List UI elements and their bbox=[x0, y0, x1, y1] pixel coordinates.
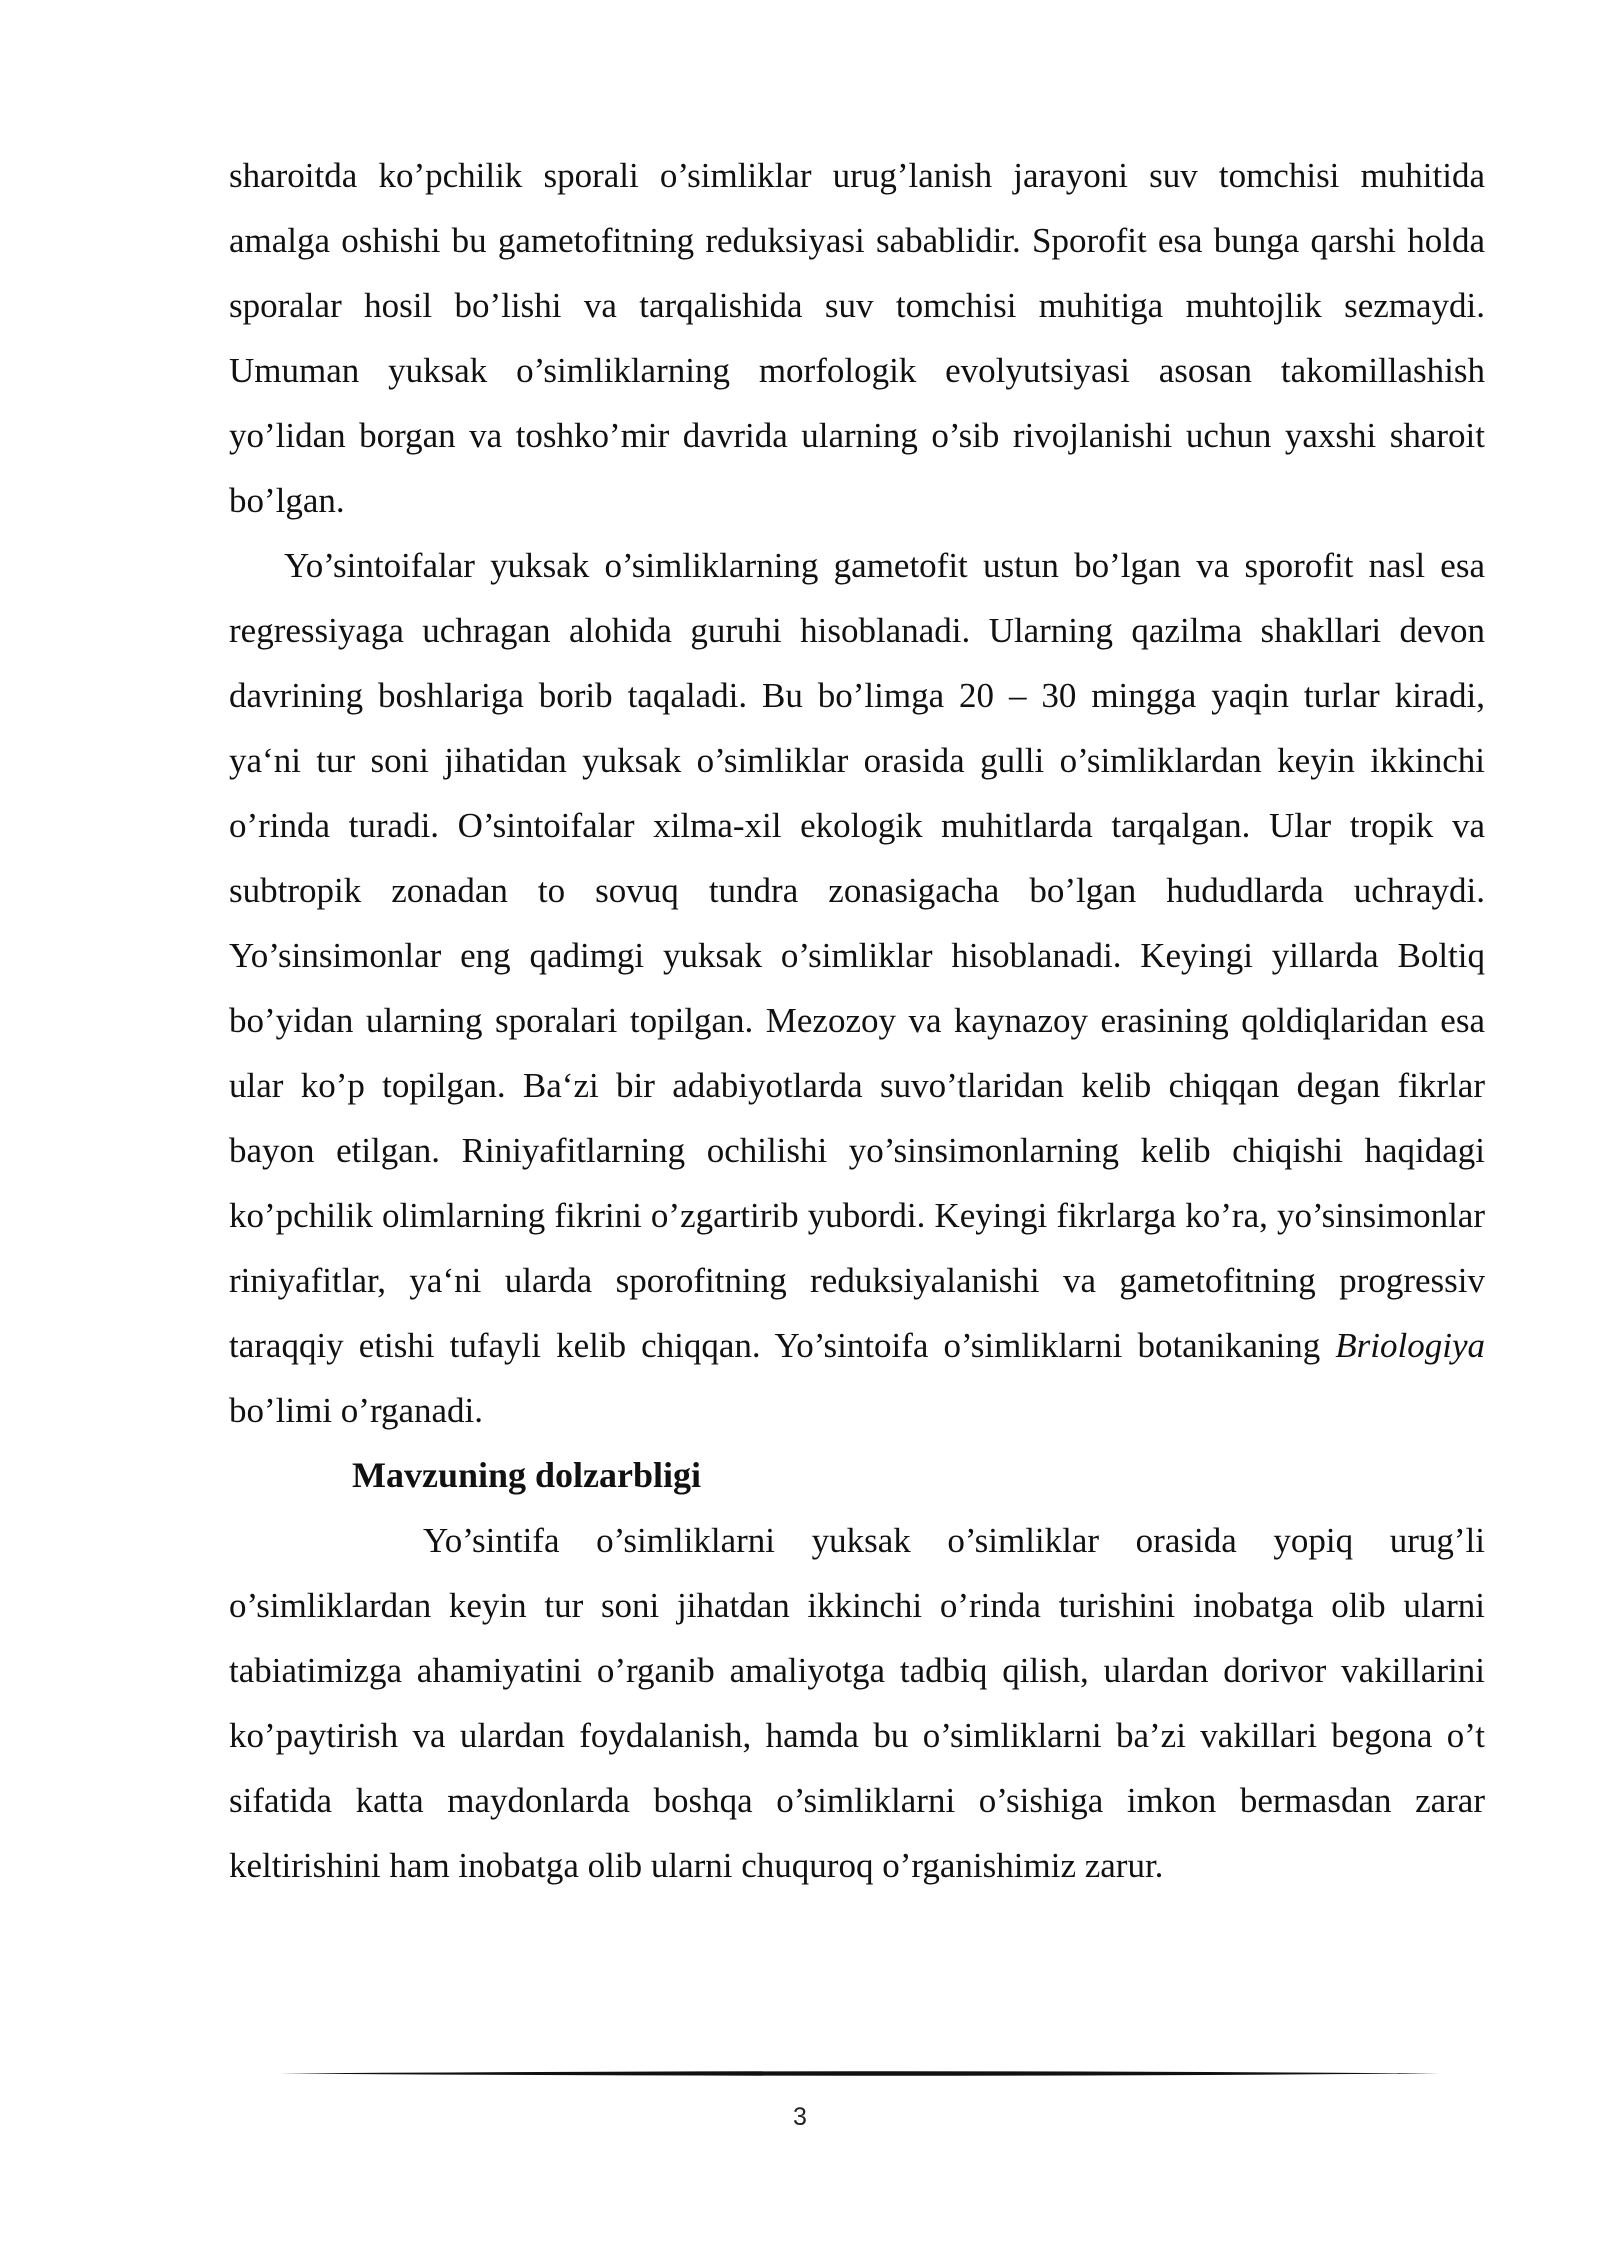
paragraph-2-end: bo’limi o’rganadi. bbox=[229, 1391, 484, 1430]
paragraph-2-italic-term: Briologiya bbox=[1335, 1326, 1485, 1365]
footer-rule bbox=[279, 2068, 1439, 2079]
section-heading: Mavzuning dolzarbligi bbox=[352, 1455, 702, 1495]
paragraph-2 bbox=[229, 533, 1485, 1443]
page-number: 3 bbox=[793, 2103, 807, 2131]
paragraph-2-text: Yo’sintoifalar yuksak o’simliklarning gametofit ustun bo’lgan va sporofit nasl esa regressiyaga uchragan alohida guruhi hisoblanadi. Ularning qazilma shakllari devon davrining boshlariga borib taqaladi. Bu bo’limga 20 – 30 mingga yaqin turlar kiradi, ya‘ni tur soni jihatidan yuksak o’simliklar orasida gulli o’simliklardan keyin ikkinchi o’rinda turadi. O’sintoifalar xilma-xil ekologik muhitlarda tarqalgan. Ular tropik va subtropik zonadan to sovuq tundra zonasigacha bo’lgan hududlarda uchraydi. Yo’sinsimonlar eng qadimgi yuksak o’simliklar hisoblanadi. Keyingi yillarda Boltiq bo’yidan ularning sporalari topilgan. Mezozoy va kaynazoy erasining qoldiqlaridan esa ular ko’p topilgan. Ba‘zi bir adabiyotlarda suvo’tlaridan kelib chiqqan degan fikrlar bayon etilgan. Riniyafitlarning ochilishi yo’sinsimonlarning kelib chiqishi haqidagi ko’pchilik olimlarning fikrini o’zgartirib yubordi. Keyingi fikrlarga ko’ra, yo’sinsimonlar riniyafitlar, ya‘ni ularda sporofitning reduksiyalanishi va gametofitning progressiv taraqqiy etishi tufayli kelib chiqqan. Yo’sintoifa o’simliklarni botanikaning bbox=[229, 546, 1485, 1365]
paragraph-1: sharoitda ko’pchilik sporali o’simliklar urug’lanish jarayoni suv tomchisi muhitida amalga oshishi bu gametofitning reduksiyasi sabablidir. Sporofit esa bunga qarshi holda sporalar hosil bo’lishi va tarqalishida suv tomchisi muhitiga muhtojlik sezmaydi. Umuman yuksak o’simliklarning morfologik evolyutsiyasi asosan takomillashish yo’lidan borgan va toshko’mir davrida ularning o’sib rivojlanishi uchun yaxshi sharoit bo’lgan. bbox=[229, 156, 1485, 520]
page-body bbox=[229, 143, 1485, 1898]
paragraph-3: Yo’sintifa o’simliklarni yuksak o’simliklar orasida yopiq urug’li o’simliklardan keyin tur soni jihatdan ikkinchi o’rinda turishini inobatga olib ularni tabiatimizga ahamiyatini o’rganib amaliyotga tadbiq qilish, ulardan dorivor vakillarini ko’paytirish va ulardan foydalanish, hamda bu o’simliklarni ba’zi vakillari begona o’t sifatida katta maydonlarda boshqa o’simliklarni o’sishiga imkon bermasdan zarar keltirishini ham inobatga olib ularni chuquroq o’rganishimiz zarur. bbox=[229, 1521, 1485, 1885]
